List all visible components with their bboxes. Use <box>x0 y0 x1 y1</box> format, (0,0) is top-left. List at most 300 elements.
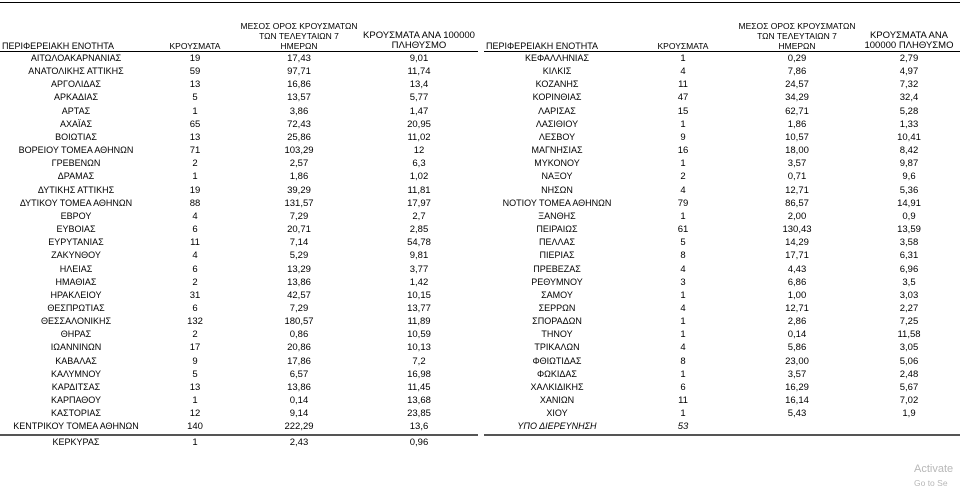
cell-avg7: 13,86 <box>287 381 311 393</box>
cell-region: ΦΘΙΩΤΙΔΑΣ <box>532 355 582 366</box>
cell-avg7: 9,14 <box>289 408 309 420</box>
cell-per100k: 2,27 <box>899 302 919 314</box>
table-row <box>0 170 478 183</box>
table-row <box>0 65 478 78</box>
cell-region: ΞΑΝΘΗΣ <box>538 210 576 221</box>
table-row <box>484 170 960 183</box>
cell-cases: 8 <box>680 355 686 367</box>
cell-cases: 4 <box>192 210 198 222</box>
cell-region: ΘΕΣΣΑΛΟΝΙΚΗΣ <box>40 316 112 327</box>
cell-per100k: 7,2 <box>412 355 426 367</box>
table-header-row <box>0 14 478 52</box>
cell-avg7: 1,86 <box>289 171 309 183</box>
cell-cases: 5 <box>680 237 686 249</box>
cell-avg7: 0,71 <box>787 171 807 183</box>
table-row <box>484 289 960 302</box>
cell-region: ΑΡΚΑΔΙΑΣ <box>53 92 99 103</box>
table-row <box>0 91 478 104</box>
cell-region: ΕΒΡΟΥ <box>60 210 92 221</box>
table-row <box>0 52 478 66</box>
cell-region: ΕΥΒΟΙΑΣ <box>56 224 96 235</box>
cell-per100k: 54,78 <box>407 237 431 249</box>
table-row <box>0 249 478 262</box>
table-row <box>0 328 478 341</box>
header-region: ΠΕΡΙΦΕΡΕΙΑΚΗ ΕΝΟΤΗΤΑ <box>0 14 152 52</box>
cell-per100k: 2,79 <box>899 53 919 64</box>
cell-cases: 47 <box>677 92 689 104</box>
table-row <box>0 223 478 236</box>
cell-cases: 132 <box>187 316 203 328</box>
cell-cases: 1 <box>680 118 686 130</box>
cell-per100k: 5,06 <box>899 355 919 367</box>
cell-avg7: 4,43 <box>787 263 807 275</box>
table-row <box>484 144 960 157</box>
cell-region: ΣΕΡΡΩΝ <box>538 302 576 313</box>
top-rule <box>0 2 960 3</box>
cell-region: ΓΡΕΒΕΝΩΝ <box>51 158 101 169</box>
table-row <box>0 394 478 407</box>
cell-cases: 19 <box>189 184 201 196</box>
cell-avg7: 18,00 <box>785 145 809 157</box>
cell-per100k: 9,01 <box>409 53 429 64</box>
cell-per100k: 10,13 <box>407 342 431 354</box>
cell-region: ΔΥΤΙΚΟΥ ΤΟΜΕΑ ΑΘΗΝΩΝ <box>19 197 133 208</box>
header-per100k: ΚΡΟΥΣΜΑΤΑ ΑΝΑ 100000 ΠΛΗΘΥΣΜΟ <box>858 14 960 52</box>
cell-region: ΑΝΑΤΟΛΙΚΗΣ ΑΤΤΙΚΗΣ <box>28 66 124 77</box>
cell-per100k: 13,77 <box>407 302 431 314</box>
cell-per100k <box>858 420 960 434</box>
cell-avg7: 3,86 <box>289 105 309 117</box>
cell-avg7: 2,00 <box>787 210 807 222</box>
cell-region: ΚΙΛΚΙΣ <box>542 66 572 77</box>
cell-region: ΗΛΕΙΑΣ <box>59 263 93 274</box>
cell-avg7: 10,57 <box>785 131 809 143</box>
cell-per100k: 3,5 <box>902 276 916 288</box>
cell-per100k: 13,6 <box>360 420 478 434</box>
table-row <box>484 157 960 170</box>
cell-cases: 11 <box>678 79 688 91</box>
cell-per100k: 1,9 <box>902 408 916 420</box>
table-row <box>0 118 478 131</box>
table-row <box>484 105 960 118</box>
watermark-line1: Activate <box>914 463 954 475</box>
table-row <box>484 276 960 289</box>
cell-cases: 1 <box>680 408 686 420</box>
table-row <box>484 302 960 315</box>
cell-per100k: 13,59 <box>897 224 921 236</box>
cell-cases: 9 <box>680 131 686 143</box>
cell-avg7: 17,86 <box>287 355 311 367</box>
cell-avg7: 72,43 <box>287 118 311 130</box>
cell-region: ΚΑΒΑΛΑΣ <box>55 355 97 366</box>
cell-region: ΑΧΑΪΑΣ <box>59 118 93 129</box>
cell-per100k: 10,15 <box>407 289 431 301</box>
cell-avg7 <box>736 420 858 434</box>
table-row <box>0 105 478 118</box>
cell-avg7: 7,29 <box>289 210 309 222</box>
table-row <box>484 341 960 354</box>
cell-region: ΥΠΟ ΔΙΕΡΕΥΝΗΣΗ <box>484 420 630 434</box>
cell-avg7: 14,29 <box>785 237 809 249</box>
table-row <box>0 131 478 144</box>
cell-cases: 1 <box>192 171 198 183</box>
cell-cases: 61 <box>677 224 689 236</box>
cell-per100k: 32,4 <box>899 92 919 104</box>
cell-avg7: 103,29 <box>284 145 314 157</box>
cell-avg7: 0,86 <box>289 329 309 341</box>
cell-avg7: 16,29 <box>785 381 809 393</box>
header-avg7: ΜΕΣΟΣ ΟΡΟΣ ΚΡΟΥΣΜΑΤΩΝ ΤΩΝ ΤΕΛΕΥΤΑΙΩΝ 7 ΗΜΕΡΩΝ <box>736 14 858 52</box>
table-row <box>484 394 960 407</box>
cell-cases: 6 <box>192 302 198 314</box>
cell-region: ΦΩΚΙΔΑΣ <box>537 368 577 379</box>
cell-cases: 31 <box>189 289 201 301</box>
cell-avg7: 0,29 <box>787 53 807 64</box>
table-row <box>484 263 960 276</box>
table-row <box>0 407 478 420</box>
cell-per100k: 5,67 <box>899 381 919 393</box>
watermark-line2: Go to Se <box>914 478 948 488</box>
cell-per100k: 6,96 <box>899 263 919 275</box>
cell-per100k: 12 <box>413 145 425 157</box>
cell-region: ΗΡΑΚΛΕΙΟΥ <box>50 289 102 300</box>
cell-cases: 1 <box>680 158 686 170</box>
cell-avg7: 12,71 <box>785 184 809 196</box>
cell-cases: 16 <box>677 145 689 157</box>
cell-cases: 1 <box>680 289 686 301</box>
table-row <box>0 435 478 449</box>
cell-avg7: 2,43 <box>289 436 309 448</box>
table-row <box>484 223 960 236</box>
cell-region: ΑΡΓΟΛΙΔΑΣ <box>51 79 101 90</box>
cell-avg7: 34,29 <box>785 92 809 104</box>
cell-per100k: 0,96 <box>409 436 429 448</box>
header-cases: ΚΡΟΥΣΜΑΤΑ <box>152 14 238 52</box>
cell-region: ΛΑΡΙΣΑΣ <box>538 105 576 116</box>
cell-cases: 53 <box>630 420 736 434</box>
cell-avg7: 7,14 <box>289 237 309 249</box>
cell-region: ΠΙΕΡΙΑΣ <box>539 250 575 261</box>
cell-avg7: 180,57 <box>284 316 314 328</box>
cell-region: ΑΡΤΑΣ <box>61 105 91 116</box>
cell-region: ΔΡΑΜΑΣ <box>57 171 95 182</box>
cell-cases: 1 <box>680 53 686 64</box>
cell-cases: 6 <box>192 224 198 236</box>
cell-region: ΚΟΖΑΝΗΣ <box>535 79 579 90</box>
cell-region: ΕΥΡΥΤΑΝΙΑΣ <box>48 237 104 248</box>
cell-cases: 2 <box>192 158 198 170</box>
cell-avg7: 6,86 <box>787 276 807 288</box>
cell-per100k: 5,28 <box>899 105 919 117</box>
cell-avg7: 23,00 <box>785 355 809 367</box>
cell-region: ΤΡΙΚΑΛΩΝ <box>534 342 580 353</box>
cell-per100k: 11,45 <box>407 381 431 393</box>
cell-cases: 1 <box>680 329 686 341</box>
cell-cases: 88 <box>189 197 201 209</box>
cell-per100k: 3,05 <box>899 342 919 354</box>
cell-avg7: 13,57 <box>287 92 311 104</box>
cell-region: ΔΥΤΙΚΗΣ ΑΤΤΙΚΗΣ <box>37 184 115 195</box>
cell-avg7: 20,86 <box>287 342 311 354</box>
cell-cases: 13 <box>189 131 201 143</box>
cell-avg7: 5,86 <box>787 342 807 354</box>
cell-avg7: 0,14 <box>289 395 309 407</box>
cell-avg7: 17,43 <box>287 53 311 64</box>
cell-avg7: 6,57 <box>289 368 309 380</box>
table-row <box>484 355 960 368</box>
cell-region: ΝΗΣΩΝ <box>541 184 573 195</box>
table-row <box>484 249 960 262</box>
cell-per100k: 5,36 <box>899 184 919 196</box>
cell-per100k: 6,31 <box>899 250 919 262</box>
table-row <box>484 368 960 381</box>
cell-per100k: 11,74 <box>407 66 431 78</box>
table-row <box>0 368 478 381</box>
cell-region: ΠΕΙΡΑΙΩΣ <box>536 224 578 235</box>
cell-cases: 4 <box>680 342 686 354</box>
cell-avg7: 24,57 <box>785 79 809 91</box>
cell-cases: 6 <box>680 381 686 393</box>
cell-cases: 19 <box>189 53 201 64</box>
table-row <box>484 197 960 210</box>
cell-per100k: 9,81 <box>409 250 429 262</box>
cell-cases: 5 <box>192 368 198 380</box>
cell-region: ΧΙΟΥ <box>546 408 568 419</box>
table-row <box>0 355 478 368</box>
cell-avg7: 1,86 <box>787 118 807 130</box>
cell-per100k: 7,02 <box>899 395 919 407</box>
cell-per100k: 11,02 <box>407 131 431 143</box>
cell-cases: 15 <box>677 105 689 117</box>
header-per100k: ΚΡΟΥΣΜΑΤΑ ΑΝΑ 100000 ΠΛΗΘΥΣΜΟ <box>360 14 478 52</box>
cell-avg7: 130,43 <box>782 224 812 236</box>
cell-per100k: 5,77 <box>409 92 429 104</box>
cell-region: ΚΑΣΤΟΡΙΑΣ <box>51 408 101 419</box>
table-row <box>484 420 960 434</box>
cell-region: ΚΑΡΔΙΤΣΑΣ <box>51 381 101 392</box>
cell-cases: 8 <box>680 250 686 262</box>
cell-avg7: 17,71 <box>785 250 809 262</box>
table-row <box>484 52 960 66</box>
cell-avg7: 12,71 <box>785 302 809 314</box>
cell-cases: 1 <box>192 436 198 448</box>
cell-cases: 6 <box>192 263 198 275</box>
cell-region: ΜΥΚΟΝΟΥ <box>534 158 580 169</box>
table-header-row <box>484 14 960 52</box>
cell-avg7: 62,71 <box>785 105 809 117</box>
cell-per100k: 1,02 <box>409 171 429 183</box>
cell-cases: 4 <box>680 302 686 314</box>
table-row <box>0 184 478 197</box>
cell-region: ΛΕΣΒΟΥ <box>538 131 576 142</box>
cell-avg7: 13,29 <box>287 263 311 275</box>
cell-avg7: 16,14 <box>785 395 809 407</box>
table-row <box>484 65 960 78</box>
cell-per100k: 1,33 <box>899 118 919 130</box>
cell-cases: 2 <box>192 329 198 341</box>
table-row <box>0 144 478 157</box>
cell-avg7: 20,71 <box>287 224 311 236</box>
cell-region: ΚΕΝΤΡΙΚΟΥ ΤΟΜΕΑ ΑΘΗΝΩΝ <box>0 420 152 434</box>
cell-avg7: 97,71 <box>287 66 311 78</box>
cell-cases: 4 <box>680 66 686 78</box>
cell-per100k: 1,42 <box>409 276 429 288</box>
table-row <box>0 236 478 249</box>
cell-per100k: 2,48 <box>899 368 919 380</box>
cell-avg7: 7,86 <box>787 66 807 78</box>
table-row <box>0 341 478 354</box>
cell-avg7: 0,14 <box>787 329 807 341</box>
table-row <box>484 78 960 91</box>
table-row <box>0 381 478 394</box>
cell-region: ΛΑΣΙΘΙΟΥ <box>535 118 579 129</box>
header-cases: ΚΡΟΥΣΜΑΤΑ <box>630 14 736 52</box>
cell-cases: 1 <box>680 368 686 380</box>
cell-region: ΤΗΝΟΥ <box>541 329 573 340</box>
cell-region: ΑΙΤΩΛΟΑΚΑΡΝΑΝΙΑΣ <box>30 53 122 63</box>
cell-cases: 11 <box>190 237 200 249</box>
cell-region: ΚΟΡΙΝΘΙΑΣ <box>532 92 582 103</box>
table-row <box>0 263 478 276</box>
cell-cases: 1 <box>680 316 686 328</box>
table-row <box>484 184 960 197</box>
cell-cases: 4 <box>680 184 686 196</box>
table-row <box>0 302 478 315</box>
table-left-body <box>0 52 478 449</box>
table-row <box>0 315 478 328</box>
cell-cases: 9 <box>192 355 198 367</box>
cell-region: ΘΕΣΠΡΩΤΙΑΣ <box>47 302 105 313</box>
cell-per100k: 13,4 <box>409 79 429 91</box>
cell-cases: 13 <box>189 381 201 393</box>
cell-cases: 5 <box>192 92 198 104</box>
table-row <box>0 289 478 302</box>
cell-per100k: 4,97 <box>899 66 919 78</box>
cell-per100k: 11,89 <box>407 316 431 328</box>
cell-per100k: 3,58 <box>899 237 919 249</box>
activation-watermark <box>914 462 958 490</box>
cell-per100k: 23,85 <box>407 408 431 420</box>
cell-avg7: 131,57 <box>284 197 314 209</box>
table-row <box>0 197 478 210</box>
cell-per100k: 2,7 <box>412 210 426 222</box>
cell-per100k: 6,3 <box>412 158 426 170</box>
cell-cases: 1 <box>192 105 198 117</box>
cell-avg7: 3,57 <box>787 368 807 380</box>
cell-region: ΧΑΛΚΙΔΙΚΗΣ <box>530 381 584 392</box>
cell-avg7: 2,57 <box>289 158 309 170</box>
table-row <box>0 210 478 223</box>
cell-region: ΠΕΛΛΑΣ <box>538 237 576 248</box>
cell-avg7: 16,86 <box>287 79 311 91</box>
table-row <box>484 210 960 223</box>
cell-per100k: 10,41 <box>897 131 921 143</box>
cell-per100k: 3,77 <box>409 263 429 275</box>
table-row <box>0 157 478 170</box>
cell-region: ΚΕΦΑΛΛΗΝΙΑΣ <box>524 53 590 63</box>
cell-cases: 1 <box>192 395 198 407</box>
header-avg7: ΜΕΣΟΣ ΟΡΟΣ ΚΡΟΥΣΜΑΤΩΝ ΤΩΝ ΤΕΛΕΥΤΑΙΩΝ 7 ΗΜΕΡΩΝ <box>238 14 360 52</box>
cell-cases: 71 <box>189 145 201 157</box>
cell-cases: 140 <box>152 420 238 434</box>
cell-avg7: 3,57 <box>787 158 807 170</box>
cell-cases: 17 <box>189 342 201 354</box>
cell-avg7: 7,29 <box>289 302 309 314</box>
cell-avg7: 1,00 <box>787 289 807 301</box>
cell-avg7: 5,43 <box>787 408 807 420</box>
cell-per100k: 11,58 <box>897 329 921 341</box>
cell-region: ΙΩΑΝΝΙΝΩΝ <box>50 342 102 353</box>
cell-per100k: 2,85 <box>409 224 429 236</box>
cell-per100k: 1,47 <box>409 105 429 117</box>
cell-region: ΘΗΡΑΣ <box>60 329 92 340</box>
table-row <box>484 381 960 394</box>
cell-region: ΚΑΡΠΑΘΟΥ <box>50 395 102 406</box>
table-row <box>484 236 960 249</box>
cell-region: ΚΑΛΥΜΝΟΥ <box>50 368 102 379</box>
cell-region: ΚΕΡΚΥΡΑΣ <box>52 436 100 447</box>
cell-cases: 59 <box>189 66 201 78</box>
table-row <box>484 315 960 328</box>
cell-per100k: 14,91 <box>897 197 921 209</box>
cell-cases: 2 <box>192 276 198 288</box>
cell-region: ΗΜΑΘΙΑΣ <box>55 276 97 287</box>
cell-cases: 13 <box>189 79 201 91</box>
cell-region: ΠΡΕΒΕΖΑΣ <box>533 263 581 274</box>
cell-region: ΒΟΙΩΤΙΑΣ <box>55 131 97 142</box>
cell-region: ΝΑΞΟΥ <box>541 171 573 182</box>
cell-cases: 1 <box>680 210 686 222</box>
cell-per100k: 9,87 <box>899 158 919 170</box>
cell-per100k: 16,98 <box>407 368 431 380</box>
cell-per100k: 0,9 <box>902 210 916 222</box>
cell-cases: 2 <box>680 171 686 183</box>
table-left <box>0 14 478 449</box>
cell-region: ΡΕΘΥΜΝΟΥ <box>531 276 583 287</box>
cell-region: ΝΟΤΙΟΥ ΤΟΜΕΑ ΑΘΗΝΩΝ <box>502 197 612 208</box>
cell-avg7: 5,29 <box>289 250 309 262</box>
cell-region: ΧΑΝΙΩΝ <box>539 395 575 406</box>
cell-cases: 11 <box>678 395 688 407</box>
cell-per100k: 7,32 <box>899 79 919 91</box>
cell-avg7: 13,86 <box>287 276 311 288</box>
cell-per100k: 11,81 <box>407 184 431 196</box>
table-right <box>484 14 960 436</box>
cell-per100k: 7,25 <box>899 316 919 328</box>
cell-avg7: 2,86 <box>787 316 807 328</box>
cell-avg7: 222,29 <box>238 420 360 434</box>
table-right-body <box>484 52 960 435</box>
cell-avg7: 39,29 <box>287 184 311 196</box>
cell-per100k: 10,59 <box>407 329 431 341</box>
cell-region: ΣΠΟΡΑΔΩΝ <box>532 316 582 327</box>
cell-region: ΖΑΚΥΝΘΟΥ <box>51 250 101 261</box>
table-row <box>0 78 478 91</box>
cell-per100k: 17,97 <box>407 197 431 209</box>
cell-per100k: 3,03 <box>899 289 919 301</box>
cell-region: ΒΟΡΕΙΟΥ ΤΟΜΕΑ ΑΘΗΝΩΝ <box>18 145 134 156</box>
header-region: ΠΕΡΙΦΕΡΕΙΑΚΗ ΕΝΟΤΗΤΑ <box>484 14 630 52</box>
table-row <box>484 91 960 104</box>
cell-per100k: 20,95 <box>407 118 431 130</box>
cell-per100k: 13,68 <box>407 395 431 407</box>
table-row <box>484 118 960 131</box>
cell-cases: 65 <box>189 118 201 130</box>
table-row <box>484 407 960 420</box>
cell-avg7: 42,57 <box>287 289 311 301</box>
cell-cases: 12 <box>189 408 201 420</box>
cell-cases: 4 <box>680 263 686 275</box>
